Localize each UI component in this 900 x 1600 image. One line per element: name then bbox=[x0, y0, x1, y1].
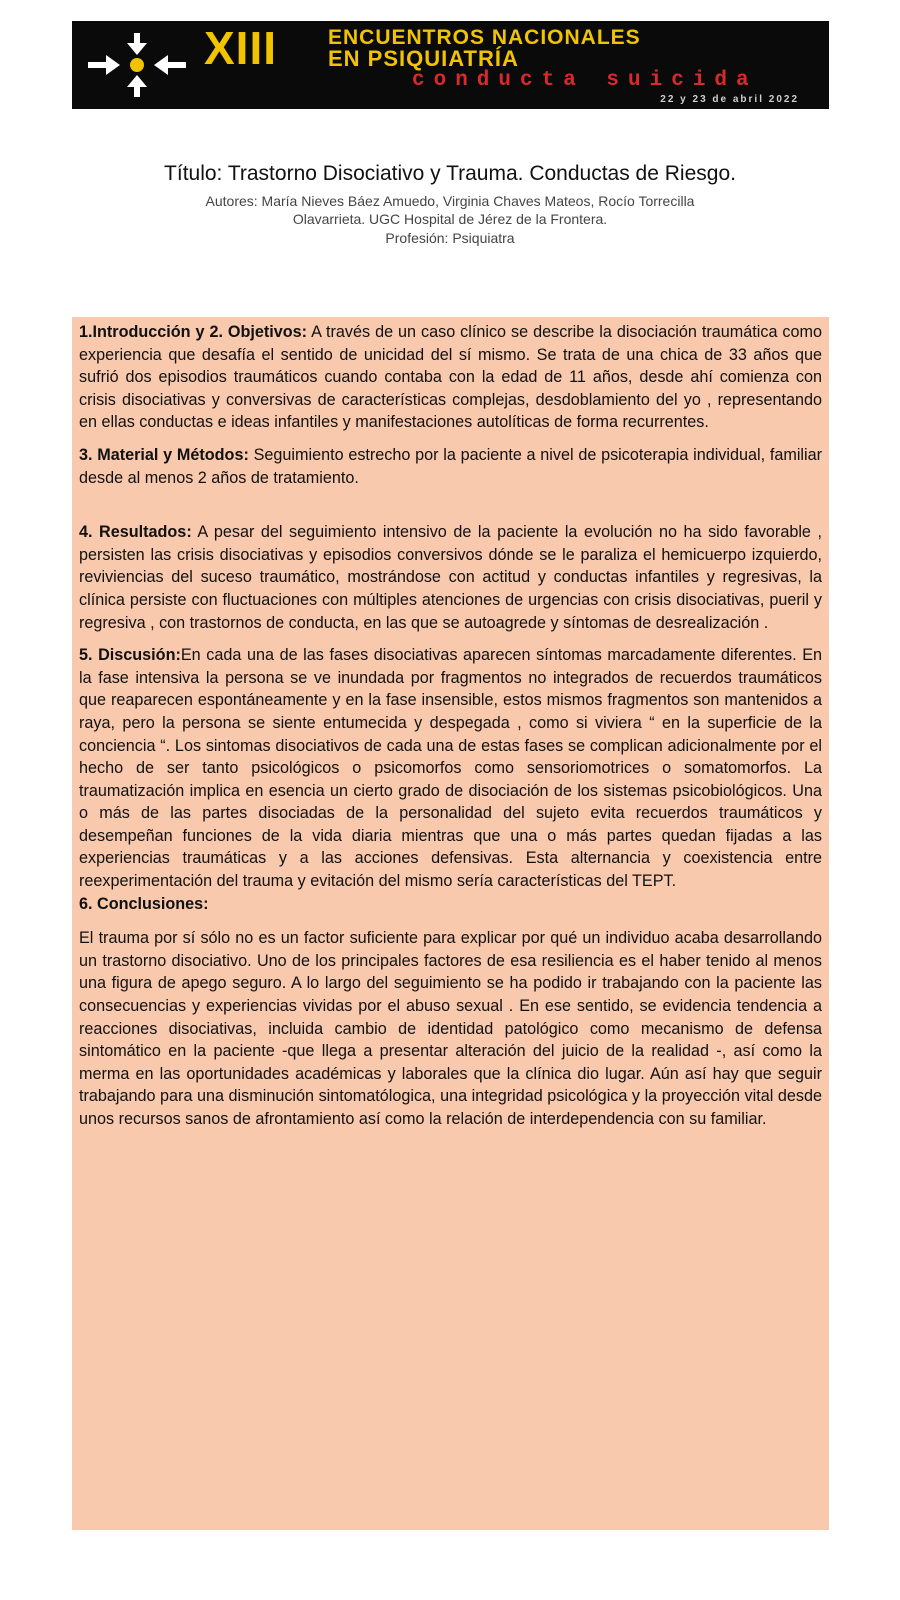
poster-profession: Profesión: Psiquiatra bbox=[385, 230, 515, 246]
section-introduction bbox=[79, 321, 822, 434]
poster-authors: Autores: María Nieves Báez Amuedo, Virginia Chaves Mateos, Rocío Torrecilla Olavarrieta. UGC Hospital de Jérez de la Frontera. bbox=[205, 193, 695, 227]
section-results bbox=[79, 521, 822, 634]
banner-title-line2: EN PSIQUIATRÍA bbox=[328, 46, 519, 71]
section-text: Seguimiento estrecho por la paciente a nivel de psicoterapia individual, familiar desde al menos 2 años de tratamiento. bbox=[79, 445, 823, 487]
poster-title: Título: Trastorno Disociativo y Trauma. Conductas de Riesgo. bbox=[164, 162, 736, 185]
section-heading: 1.Introducción y 2. Objetivos: bbox=[79, 323, 308, 341]
banner-subtitle: conducta suicida bbox=[412, 69, 758, 92]
section-discussion bbox=[79, 644, 822, 893]
arrows-converging-dot-icon bbox=[82, 29, 192, 101]
section-text: El trauma por sí sólo no es un factor suficiente para explicar por qué un individuo acaba desarrollando un trastorno disociativo. Uno de los principales factores de esa resiliencia es el haber tenido al menos una figura de apego seguro. A lo largo del seguimiento se ha podido ir trabajando con la paciente las consecuencias y experiencias vividas por el abuso sexual . En ese sentido, se evidencia tendencia a reacciones disociativas, incluida cambio de identidad patológico como mecanismo de defensa sintomático en la paciente -que llega a presentar alteración del juicio de la realidad -, así como la merma en las oportunidades académicas y laborales que la clínica dio lugar. Aún así hay que seguir trabajando para una disminución sintomatólogica, una integridad psicológica y la proyección vital desde unos recursos sanos de afrontamiento así como la relación de interdependencia con su familiar. bbox=[79, 929, 822, 1128]
banner-roman-numeral: XIII bbox=[204, 22, 278, 74]
section-text: A pesar del seguimiento intensivo de la paciente la evolución no ha sido favorable , persisten las crisis disociativas y episodios conversivos dónde se le paraliza el hemicuerpo izquierdo, reviviencias del suceso traumático, mostrándose con actitud y conductas infantiles y regresivas, la clínica persiste con fluctuaciones con múltiples atenciones de urgencias con crisis disociativas, pueril y regresiva , con trastornos de conducta, en las que se autoagrede y síntomas de desrealización . bbox=[79, 523, 822, 632]
event-banner bbox=[72, 21, 829, 109]
section-text: En cada una de las fases disociativas aparecen síntomas marcadamente diferentes. En la fase intensiva la persona se ve inundada por fragmentos no integrados de recuerdos traumáticos que reaparecen espontáneamente y en la fase insensible, estos mismos fragmentos son mantenidos a raya, pero la persona se siente entumecida y despegada , como si viviera “ en la superficie de la conciencia “. Los sintomas disociativos de cada una de estas fases se complican adicionalmente por el hecho de ser tanto psicológicos o psicomorfos como sensoriomotrices o somatomorfos. La traumatización implica en esencia un cierto grado de disociación de los sistemas psicobiológicos. Una o más de las partes disociadas de la personalidad del sujeto evita recuerdos traumáticos y desempeñan funciones de la vida diaria mientras que una o más partes quedan fijadas a las experiencias traumáticas y a las acciones defensivas. Esta alternancia y coexistencia entre reexperimentación del trauma y evitación del mismo sería características del TEPT. bbox=[79, 646, 822, 891]
section-conclusions bbox=[79, 927, 822, 1130]
section-text: A través de un caso clínico se describe la disociación traumática como experiencia que desafía el sentido de unicidad del sí mismo. Se trata de una chica de 33 años que sufrió dos episodios traumáticos cuando contaba con la edad de 11 años, desde ahí comienza con crisis disociativas y conversivas de características complejas, desdoblamiento del yo , representando en ellas conductas e ideas infantiles y manifestaciones autolíticas de forma recurrentes. bbox=[79, 323, 822, 432]
section-methods bbox=[79, 444, 822, 489]
banner-date: 22 y 23 de abril 2022 bbox=[660, 94, 799, 105]
section-heading: 5. Discusión: bbox=[79, 646, 181, 665]
section-heading: 3. Material y Métodos: bbox=[79, 445, 249, 464]
section-heading: 6. Conclusiones: bbox=[79, 894, 209, 913]
content-panel bbox=[72, 317, 829, 1530]
section-conclusions-heading bbox=[79, 893, 822, 916]
banner-title-line1: ENCUENTROS NACIONALES bbox=[328, 26, 641, 49]
section-heading: 4. Resultados: bbox=[79, 523, 192, 542]
